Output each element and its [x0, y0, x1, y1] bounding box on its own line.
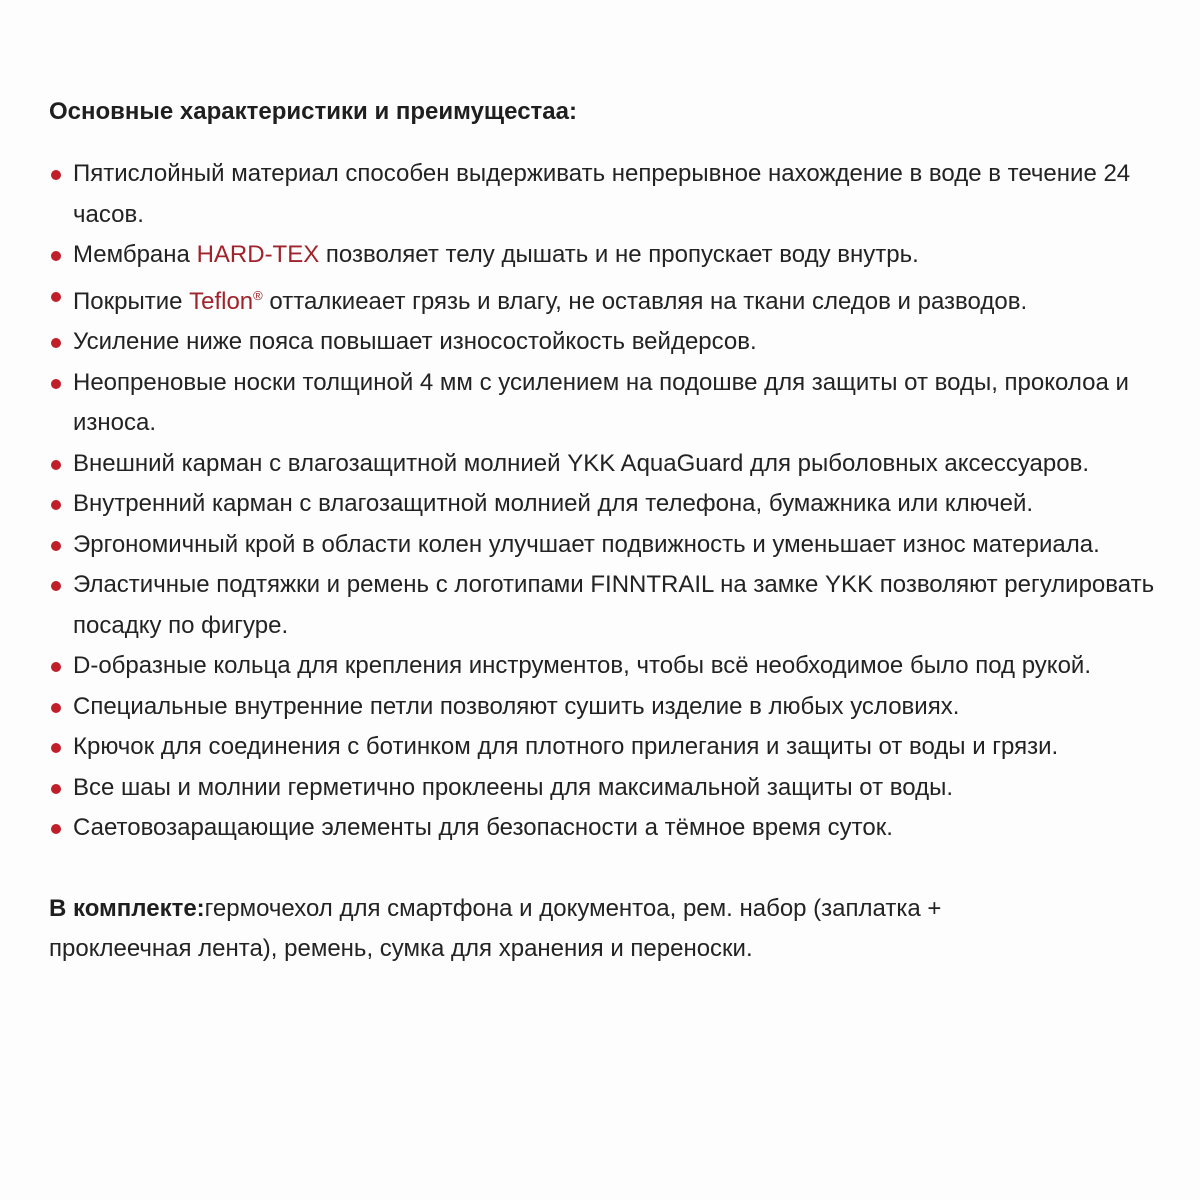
bullet-icon: [51, 500, 61, 510]
list-item: [49, 808, 1160, 849]
list-item: [49, 154, 1160, 235]
bullet-icon: [51, 292, 61, 302]
bullet-icon: [51, 824, 61, 834]
package-contents-text: гермочехол для смартфона и документоа, рем. набор (заплатка + проклеечная лента), ремень, сумка для хранения и переноски.: [49, 894, 942, 962]
feature-text: Саетовозаращающие элементы для безопасности а тёмное время суток.: [73, 814, 893, 841]
feature-text: Эластичные подтяжки и ремень с логотипами FINNTRAIL на замке YKK позволяют регулировать посадку по фигуре.: [73, 571, 1155, 639]
list-item: [49, 322, 1160, 363]
feature-text: Крючок для соединения с ботинком для плотного прилегания и защиты от воды и грязи.: [73, 733, 1059, 760]
feature-text: Неопреновые носки толщиной 4 мм с усилением на подошве для защиты от воды, проколоа и износа.: [73, 368, 1129, 436]
section-heading: Основные характеристики и преимущестаа:: [49, 98, 577, 125]
list-item: [49, 565, 1160, 646]
list-item: [49, 444, 1160, 485]
bullet-icon: [51, 460, 61, 470]
bullet-icon: [51, 743, 61, 753]
feature-text-after: позволяет телу дышать и не пропускает воду внутрь.: [319, 241, 919, 268]
list-item: [49, 525, 1160, 566]
feature-text: Эргономичный крой в области колен улучшает подвижность и уменьшает износ материала.: [73, 530, 1100, 558]
bullet-icon: [51, 251, 61, 261]
list-item: [49, 235, 1160, 276]
brand-teflon: Teflon: [189, 287, 254, 315]
feature-list: [49, 154, 1160, 849]
bullet-icon: [51, 662, 61, 672]
bullet-icon: [51, 784, 61, 794]
list-item: [49, 687, 1160, 728]
bullet-icon: [51, 170, 61, 180]
feature-text: Все шаы и молнии герметично проклеены для максимальной защиты от воды.: [73, 773, 953, 801]
bullet-icon: [51, 379, 61, 389]
bullet-icon: [51, 581, 61, 591]
list-item: [49, 768, 1160, 809]
brand-hardtex: HARD-TEX: [196, 241, 320, 268]
registered-mark: ®: [253, 287, 263, 303]
package-contents-label: В комплекте:: [49, 894, 205, 922]
list-item: [49, 484, 1160, 525]
feature-text-before: Покрытие: [73, 287, 190, 315]
list-item: [49, 646, 1160, 687]
feature-text: Внутренний карман с влагозащитной молнией для телефона, бумажника или ключей.: [73, 490, 1034, 517]
feature-text: D-образные кольца для крепления инструментов, чтобы всё необходимое было под рукой.: [73, 652, 1091, 679]
feature-text: Пятислойный материал способен выдерживать непрерывное нахождение в воде в течение 24 часов.: [73, 160, 1131, 228]
bullet-icon: [51, 703, 61, 713]
feature-text-after: отталкиеает грязь и влагу, не оставляя на ткани следов и разводов.: [262, 287, 1028, 315]
list-item: [49, 727, 1160, 768]
feature-text: Внешний карман с влагозащитной молнией YKK AquaGuard для рыболовных аксессуаров.: [73, 449, 1090, 477]
feature-text-before: Мембрана: [73, 241, 197, 268]
list-item: [49, 363, 1160, 444]
feature-text: Специальные внутренние петли позволяют сушить изделие в любых условиях.: [73, 692, 960, 720]
bullet-icon: [51, 338, 61, 348]
feature-text: Усиление ниже пояса повышает износостойкость вейдерсов.: [73, 328, 757, 355]
bullet-icon: [51, 541, 61, 551]
package-contents: [49, 889, 1160, 970]
list-item: [49, 276, 1160, 323]
